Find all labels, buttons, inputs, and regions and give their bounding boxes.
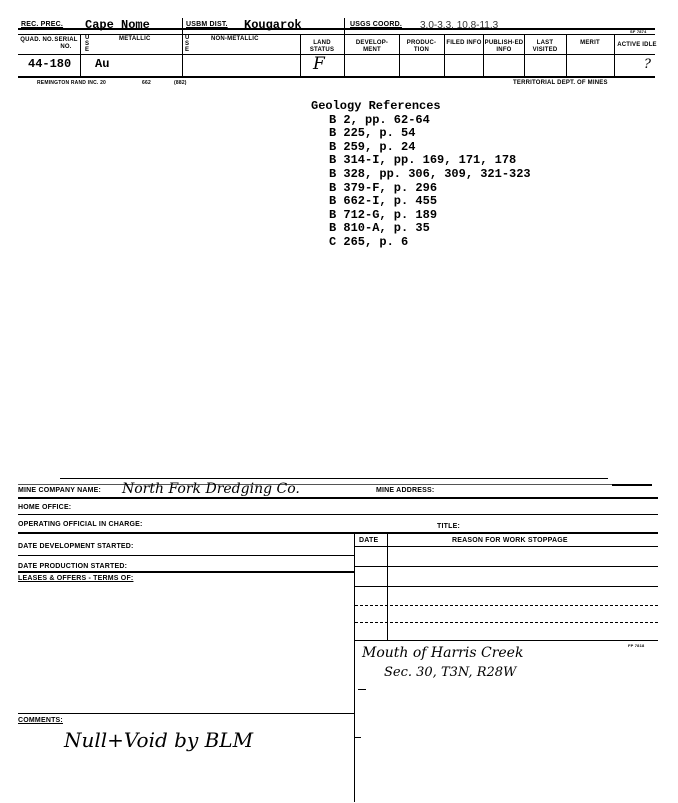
col-div-active	[614, 34, 615, 76]
active-idle-label: ACTIVE IDLE	[617, 42, 657, 48]
geology-references-block	[311, 100, 531, 250]
metallic-value: Au	[95, 57, 110, 71]
active-idle-mark: ?	[644, 57, 651, 72]
home-office-label: HOME OFFICE:	[18, 504, 72, 511]
header-rule-3	[18, 54, 655, 55]
develop-label: DEVELOP-MENT	[355, 40, 389, 53]
location-line-1: Mouth of Harris Creek	[362, 645, 524, 661]
metallic-label: METALLIC	[119, 36, 151, 42]
form-code-top: SF 7874	[630, 29, 647, 34]
published-info-label: PUBLISH-ED INFO	[484, 40, 524, 53]
form-code-bottom: FP 7818	[628, 643, 645, 648]
mine-address-label: MINE ADDRESS:	[376, 487, 435, 494]
header-rule-2	[18, 34, 655, 35]
land-status-value: F	[313, 54, 325, 74]
geology-ref: B 314-I, pp. 169, 171, 178	[329, 153, 517, 168]
reason-label: REASON FOR WORK STOPPAGE	[452, 537, 568, 544]
quad-value: 44-180	[28, 57, 72, 71]
date-label: DATE	[359, 537, 379, 544]
date-development-label: DATE DEVELOPMENT STARTED:	[18, 543, 134, 550]
geology-ref: C 265, p. 6	[329, 234, 409, 249]
remington-text: REMINGTON RAND INC. 20	[37, 80, 107, 86]
lower-center-divider	[354, 532, 355, 802]
col-div-merit	[566, 34, 567, 76]
usbm-dist-value: Kougarok	[244, 18, 302, 32]
rule-date-development	[18, 555, 354, 556]
col-div-serial	[80, 34, 81, 76]
geology-ref: B 662-I, p. 455	[329, 194, 438, 209]
quad-label: QUAD. NO.	[20, 37, 54, 43]
comments-value: Null+Void by BLM	[64, 728, 254, 752]
comments-label: COMMENTS:	[18, 717, 63, 724]
geology-ref: B 328, pp. 306, 309, 321-323	[329, 166, 531, 181]
land-status-label: LAND STATUS	[309, 40, 335, 53]
lower-corner-mark	[612, 484, 652, 486]
rec-prec-value: Cape Nome	[85, 18, 150, 32]
filed-info-label: FILED INFO	[446, 40, 482, 46]
leases-label: LEASES & OFFERS - TERMS OF:	[18, 575, 134, 582]
rec-prec-label: REC. PREC.	[21, 21, 64, 28]
rule-stoppage-header	[355, 546, 658, 547]
usgs-coord-value: 3.0-3.3, 10.8-11.3	[420, 20, 499, 31]
rule-stoppage-row-3	[355, 605, 658, 606]
merit-label: MERIT	[580, 40, 600, 46]
rule-operating-official	[18, 532, 658, 534]
usbm-dist-label: USBM DIST.	[186, 21, 228, 28]
geology-ref: B 259, p. 24	[329, 139, 416, 154]
rule-stoppage-bottom	[355, 640, 658, 641]
nonmetallic-label: NON-METALLIC	[211, 36, 259, 42]
u-letters-metallic: U S E	[85, 35, 90, 53]
geology-ref: B 712-G, p. 189	[329, 207, 438, 222]
rule-stoppage-row-4	[355, 622, 658, 623]
geology-ref: B 2, pp. 62-64	[329, 112, 430, 127]
form-number-paren: (882)	[174, 80, 187, 86]
date-production-label: DATE PRODUCTION STARTED:	[18, 563, 128, 570]
header-bottom-rule	[18, 76, 655, 78]
geology-title: Geology References	[311, 99, 441, 113]
geology-ref: B 379-F, p. 296	[329, 180, 438, 195]
title-label: TITLE:	[437, 523, 460, 530]
col-div-usgs	[344, 18, 345, 76]
mine-company-value: North Fork Dredging Co.	[122, 481, 300, 497]
serial-label: SERIAL NO.	[54, 37, 78, 50]
rule-home-office	[18, 514, 658, 515]
comments-tick	[355, 737, 361, 738]
rule-comments-top	[18, 713, 355, 714]
geology-ref-list	[311, 114, 531, 250]
rule-stoppage-row-1	[355, 566, 658, 567]
rule-mine-company	[18, 497, 658, 499]
col-div-usbm	[182, 18, 183, 76]
lower-top-rule-2	[18, 484, 650, 485]
geology-ref: B 810-A, p. 35	[329, 221, 430, 236]
operating-official-label: OPERATING OFFICIAL IN CHARGE:	[18, 521, 143, 528]
location-line-2: Sec. 30, T3N, R28W	[384, 665, 517, 680]
location-tick	[358, 689, 366, 690]
rule-stoppage-row-2	[355, 586, 658, 587]
geology-ref: B 225, p. 54	[329, 126, 416, 141]
u-letters-nonmetallic: U S E	[185, 35, 190, 53]
form-number-small: 662	[142, 80, 151, 86]
lower-top-rule	[60, 478, 608, 479]
mine-company-label: MINE COMPANY NAME:	[18, 487, 102, 494]
territorial-text: TERRITORIAL DEPT. OF MINES	[513, 80, 608, 86]
production-label: PRODUC-TION	[406, 40, 437, 53]
last-visited-label: LAST VISITED	[532, 40, 558, 53]
col-div-last	[524, 34, 525, 76]
rule-date-production	[18, 571, 354, 573]
usgs-coord-label: USGS COORD.	[350, 21, 402, 28]
